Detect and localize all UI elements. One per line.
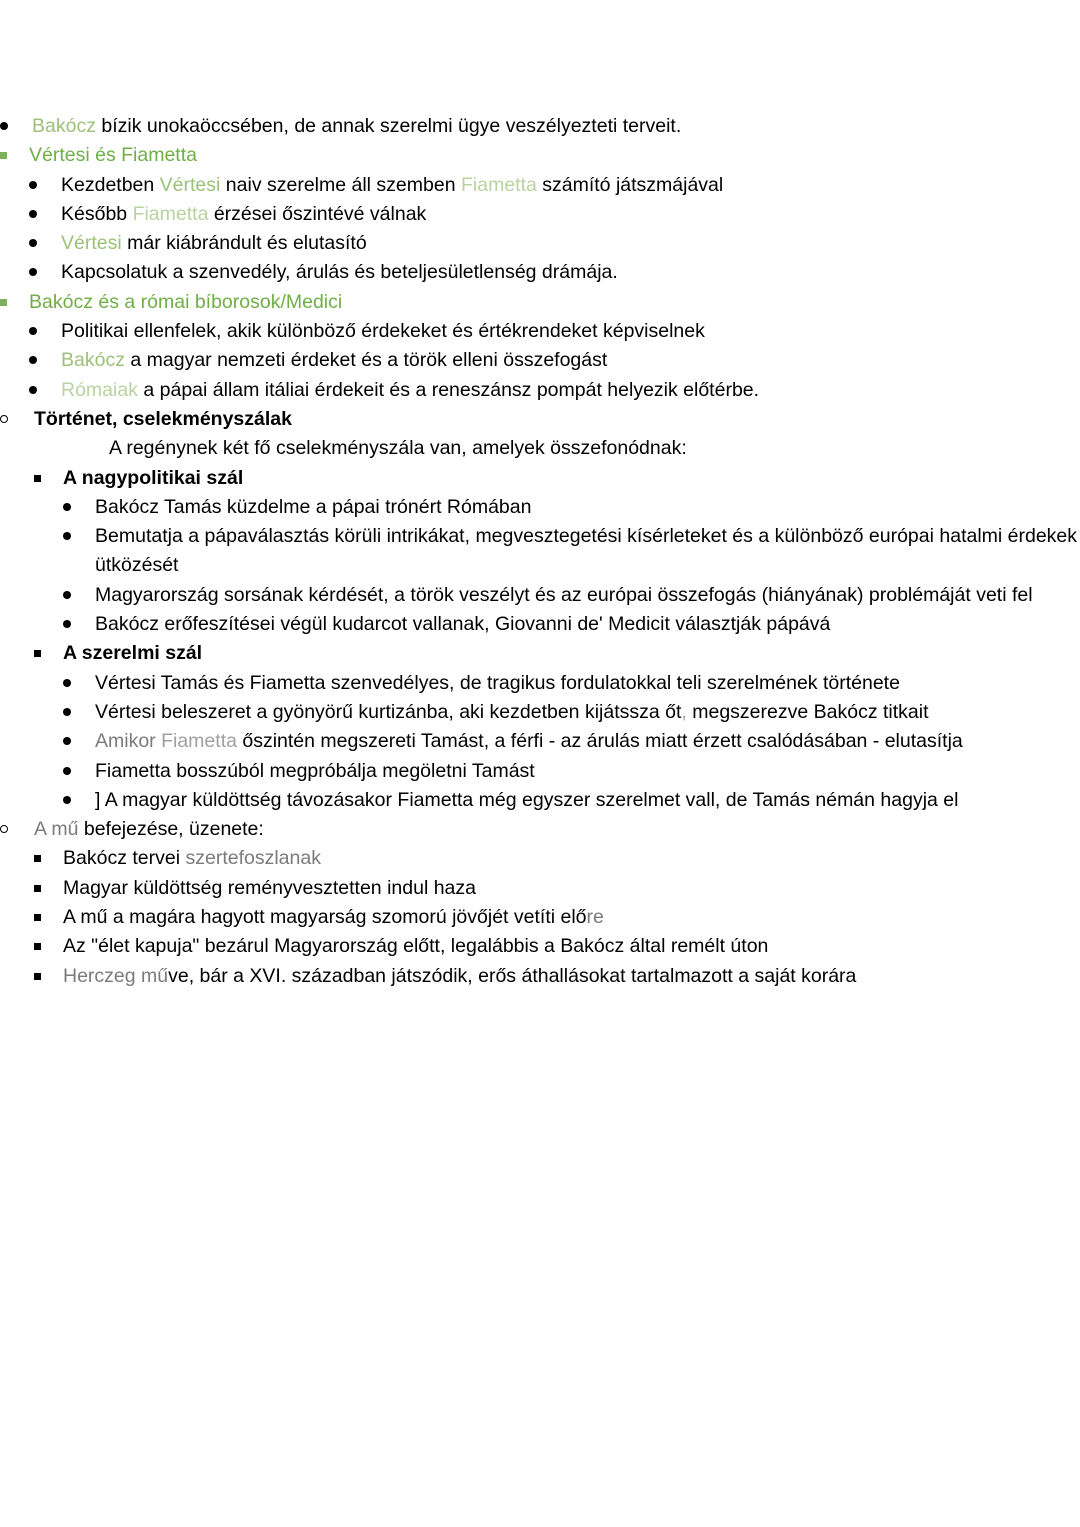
outline-level-3 bbox=[63, 669, 1080, 815]
list-item bbox=[63, 581, 1080, 610]
list-item-text bbox=[34, 815, 1080, 844]
circle-bullet-icon bbox=[0, 405, 20, 434]
text-run: Kapcsolatuk a szenvedély, árulás és beteljesületlenség drámája. bbox=[61, 261, 618, 284]
list-item bbox=[34, 639, 1080, 815]
list-item bbox=[0, 815, 1080, 991]
paragraph bbox=[34, 434, 1080, 463]
outline-level-2 bbox=[0, 141, 1080, 405]
round-bullet-icon bbox=[29, 317, 49, 346]
text-run: A nagypolitikai szál bbox=[63, 466, 244, 489]
text-run: Történet, cselekményszálak bbox=[34, 407, 292, 430]
list-item-text bbox=[95, 698, 1080, 727]
list-item bbox=[63, 669, 1080, 698]
text-run: naiv szerelme áll szemben bbox=[220, 173, 461, 196]
list-item bbox=[63, 786, 1080, 815]
text-run: Bakócz Tamás küzdelme a pápai trónért Rómában bbox=[95, 495, 532, 518]
outline-level-3 bbox=[29, 171, 1080, 288]
list-item bbox=[63, 727, 1080, 756]
text-run: Vértesi beleszeret a gyönyörű kurtizánba, aki kezdetben kijátssza őt bbox=[95, 700, 682, 723]
text-run: A mű bbox=[34, 818, 79, 841]
list-item bbox=[29, 317, 1080, 346]
text-run: Bakócz bbox=[32, 115, 96, 137]
list-item bbox=[29, 200, 1080, 229]
text-run: Magyarország sorsának kérdését, a török veszélyt és az európai összefogás (hiányának) problémáját veti fel bbox=[95, 583, 1033, 606]
text-run: Az "élet kapuja" bezárul Magyarország előtt, legalábbis a Bakócz által remélt úton bbox=[63, 935, 769, 958]
square-bullet-icon bbox=[34, 639, 52, 668]
list-item-text bbox=[61, 229, 1080, 258]
text-run: Fiametta bbox=[460, 173, 537, 196]
outline-level-2 bbox=[34, 844, 1080, 990]
list-item bbox=[63, 698, 1080, 727]
text-run: Bakócz bbox=[61, 349, 125, 372]
round-bullet-icon bbox=[29, 346, 49, 375]
text-run: Bakócz és a római bíborosok/Medici bbox=[29, 290, 343, 313]
text-run: Herczeg mű bbox=[63, 964, 169, 987]
circle-bullet-icon bbox=[0, 815, 20, 844]
list-item-text bbox=[63, 464, 1080, 493]
text-run: A regénynek két fő cselekményszála van, amelyek összefonódnak: bbox=[109, 437, 687, 460]
list-item bbox=[34, 464, 1080, 640]
round-bullet-icon bbox=[29, 229, 49, 258]
list-item-text bbox=[63, 932, 1080, 961]
outline-level-1 bbox=[0, 405, 1080, 991]
round-bullet-icon bbox=[63, 610, 83, 639]
text-run: Politikai ellenfelek, akik különböző érdekeket és értékrendeket képviselnek bbox=[61, 320, 705, 343]
text-run: Vértesi Tamás és Fiametta szenvedélyes, de tragikus fordulatokkal teli szerelmének története bbox=[95, 671, 900, 694]
round-bullet-icon bbox=[63, 522, 83, 551]
text-run: Fiametta bbox=[161, 730, 237, 753]
list-item-text bbox=[61, 317, 1080, 346]
list-item bbox=[29, 376, 1080, 405]
text-run: Kezdetben bbox=[61, 173, 160, 196]
list-item-text bbox=[61, 258, 1080, 287]
text-run: , bbox=[681, 700, 687, 723]
list-item-text bbox=[95, 493, 1080, 522]
list-item bbox=[29, 258, 1080, 287]
list-item-text bbox=[63, 903, 1080, 932]
round-bullet-icon bbox=[29, 258, 49, 287]
list-item bbox=[34, 962, 1080, 991]
square-bullet-icon bbox=[34, 464, 52, 493]
list-item bbox=[29, 171, 1080, 200]
round-bullet-icon bbox=[63, 669, 83, 698]
text-run: ] A magyar küldöttség távozásakor Fiametta még egyszer szerelmet vall, de Tamás némán hagyja el bbox=[95, 788, 959, 811]
square-bullet-icon bbox=[0, 288, 18, 317]
outline-level-3 bbox=[29, 317, 1080, 405]
text-run: Bemutatja a pápaválasztás körüli intrikákat, megvesztegetési kísérleteket és a különböző európai hatalmi érdekek ütközését bbox=[95, 525, 1078, 577]
list-item-text bbox=[95, 610, 1080, 639]
text-run: számító játszmájával bbox=[536, 173, 724, 196]
list-item-text bbox=[95, 522, 1080, 581]
text-run: Rómaiak bbox=[61, 378, 138, 401]
list-item-text bbox=[29, 141, 1080, 170]
square-bullet-icon bbox=[34, 874, 52, 903]
round-bullet-icon bbox=[63, 698, 83, 727]
text-run: befejezése, üzenete: bbox=[78, 818, 264, 841]
list-item-text bbox=[95, 757, 1080, 786]
list-item-text bbox=[61, 346, 1080, 375]
list-item-text bbox=[95, 669, 1080, 698]
list-item-text bbox=[63, 962, 1080, 991]
text-run: Fiametta bbox=[132, 202, 209, 225]
text-run: érzései őszintévé válnak bbox=[208, 202, 427, 225]
square-bullet-icon bbox=[34, 844, 52, 873]
text-run: Magyar küldöttség reményvesztetten indul haza bbox=[63, 876, 476, 899]
list-item bbox=[34, 932, 1080, 961]
list-item bbox=[34, 903, 1080, 932]
list-item-text bbox=[34, 405, 1080, 434]
list-item-text bbox=[63, 844, 1080, 873]
list-item bbox=[34, 844, 1080, 873]
text-run: Bakócz tervei bbox=[63, 847, 181, 870]
list-item bbox=[63, 757, 1080, 786]
text-run: már kiábrándult és elutasító bbox=[121, 232, 367, 255]
list-item-text bbox=[61, 376, 1080, 405]
list-item bbox=[0, 405, 1080, 815]
list-item bbox=[29, 229, 1080, 258]
round-bullet-icon bbox=[63, 786, 83, 815]
text-run: Vértesi bbox=[61, 232, 122, 255]
round-bullet-icon bbox=[63, 727, 83, 756]
round-bullet-icon bbox=[29, 200, 49, 229]
outline-level-2 bbox=[34, 464, 1080, 816]
text-run: Bakócz erőfeszítései végül kudarcot vallanak, Giovanni de' Medicit választják pápává bbox=[95, 613, 831, 636]
outline-level-3 bbox=[0, 112, 1080, 141]
text-run: Később bbox=[61, 202, 133, 225]
text-run: re bbox=[586, 906, 604, 929]
list-item-text bbox=[29, 288, 1080, 317]
outline-level-3 bbox=[63, 493, 1080, 639]
list-item bbox=[63, 522, 1080, 581]
text-run: Vértesi és Fiametta bbox=[29, 144, 197, 167]
list-item-text bbox=[63, 639, 1080, 668]
list-item bbox=[0, 112, 1080, 141]
list-item bbox=[34, 874, 1080, 903]
document-body bbox=[0, 112, 1080, 991]
text-run: Fiametta bosszúból megpróbálja megöletni Tamást bbox=[95, 759, 535, 782]
list-item-text bbox=[95, 727, 1080, 756]
text-run: megszerezve Bakócz titkait bbox=[686, 700, 929, 723]
round-bullet-icon bbox=[63, 757, 83, 786]
square-bullet-icon bbox=[34, 903, 52, 932]
list-item bbox=[29, 346, 1080, 375]
round-bullet-icon bbox=[63, 493, 83, 522]
square-bullet-icon bbox=[0, 141, 18, 170]
outline-content bbox=[0, 112, 1080, 991]
text-run: Amikor bbox=[95, 730, 162, 753]
square-bullet-icon bbox=[34, 962, 52, 991]
round-bullet-icon bbox=[29, 376, 49, 405]
text-run: Vértesi bbox=[159, 173, 221, 196]
list-item bbox=[63, 493, 1080, 522]
round-bullet-icon bbox=[63, 581, 83, 610]
list-item-text bbox=[61, 200, 1080, 229]
round-bullet-icon bbox=[29, 171, 49, 200]
list-item-text bbox=[95, 581, 1080, 610]
list-item bbox=[0, 141, 1080, 287]
list-item bbox=[63, 610, 1080, 639]
text-run: ve, bár a XVI. században játszódik, erős áthallásokat tartalmazott a saját korára bbox=[168, 964, 857, 987]
text-run: A mű a magára hagyott magyarság szomorú jövőjét vetíti elő bbox=[63, 906, 587, 929]
list-item bbox=[0, 288, 1080, 405]
square-bullet-icon bbox=[34, 932, 52, 961]
text-run: A szerelmi szál bbox=[63, 642, 203, 665]
list-item-text bbox=[95, 786, 1080, 815]
list-item-text bbox=[61, 171, 1080, 200]
text-run: bízik unokaöccsében, de annak szerelmi ügye veszélyezteti terveit. bbox=[95, 115, 682, 137]
list-item-text bbox=[63, 874, 1080, 903]
text-run: a magyar nemzeti érdeket és a török elleni összefogást bbox=[124, 349, 608, 372]
text-run: a pápai állam itáliai érdekeit és a reneszánsz pompát helyezik előtérbe. bbox=[137, 378, 760, 401]
text-run: őszintén megszereti Tamást, a férfi - az árulás miatt érzett csalódásában - elutasítja bbox=[236, 730, 963, 753]
list-item-text bbox=[32, 112, 1080, 141]
text-run: szertefoszlanak bbox=[180, 847, 321, 870]
round-bullet-icon bbox=[0, 112, 20, 141]
